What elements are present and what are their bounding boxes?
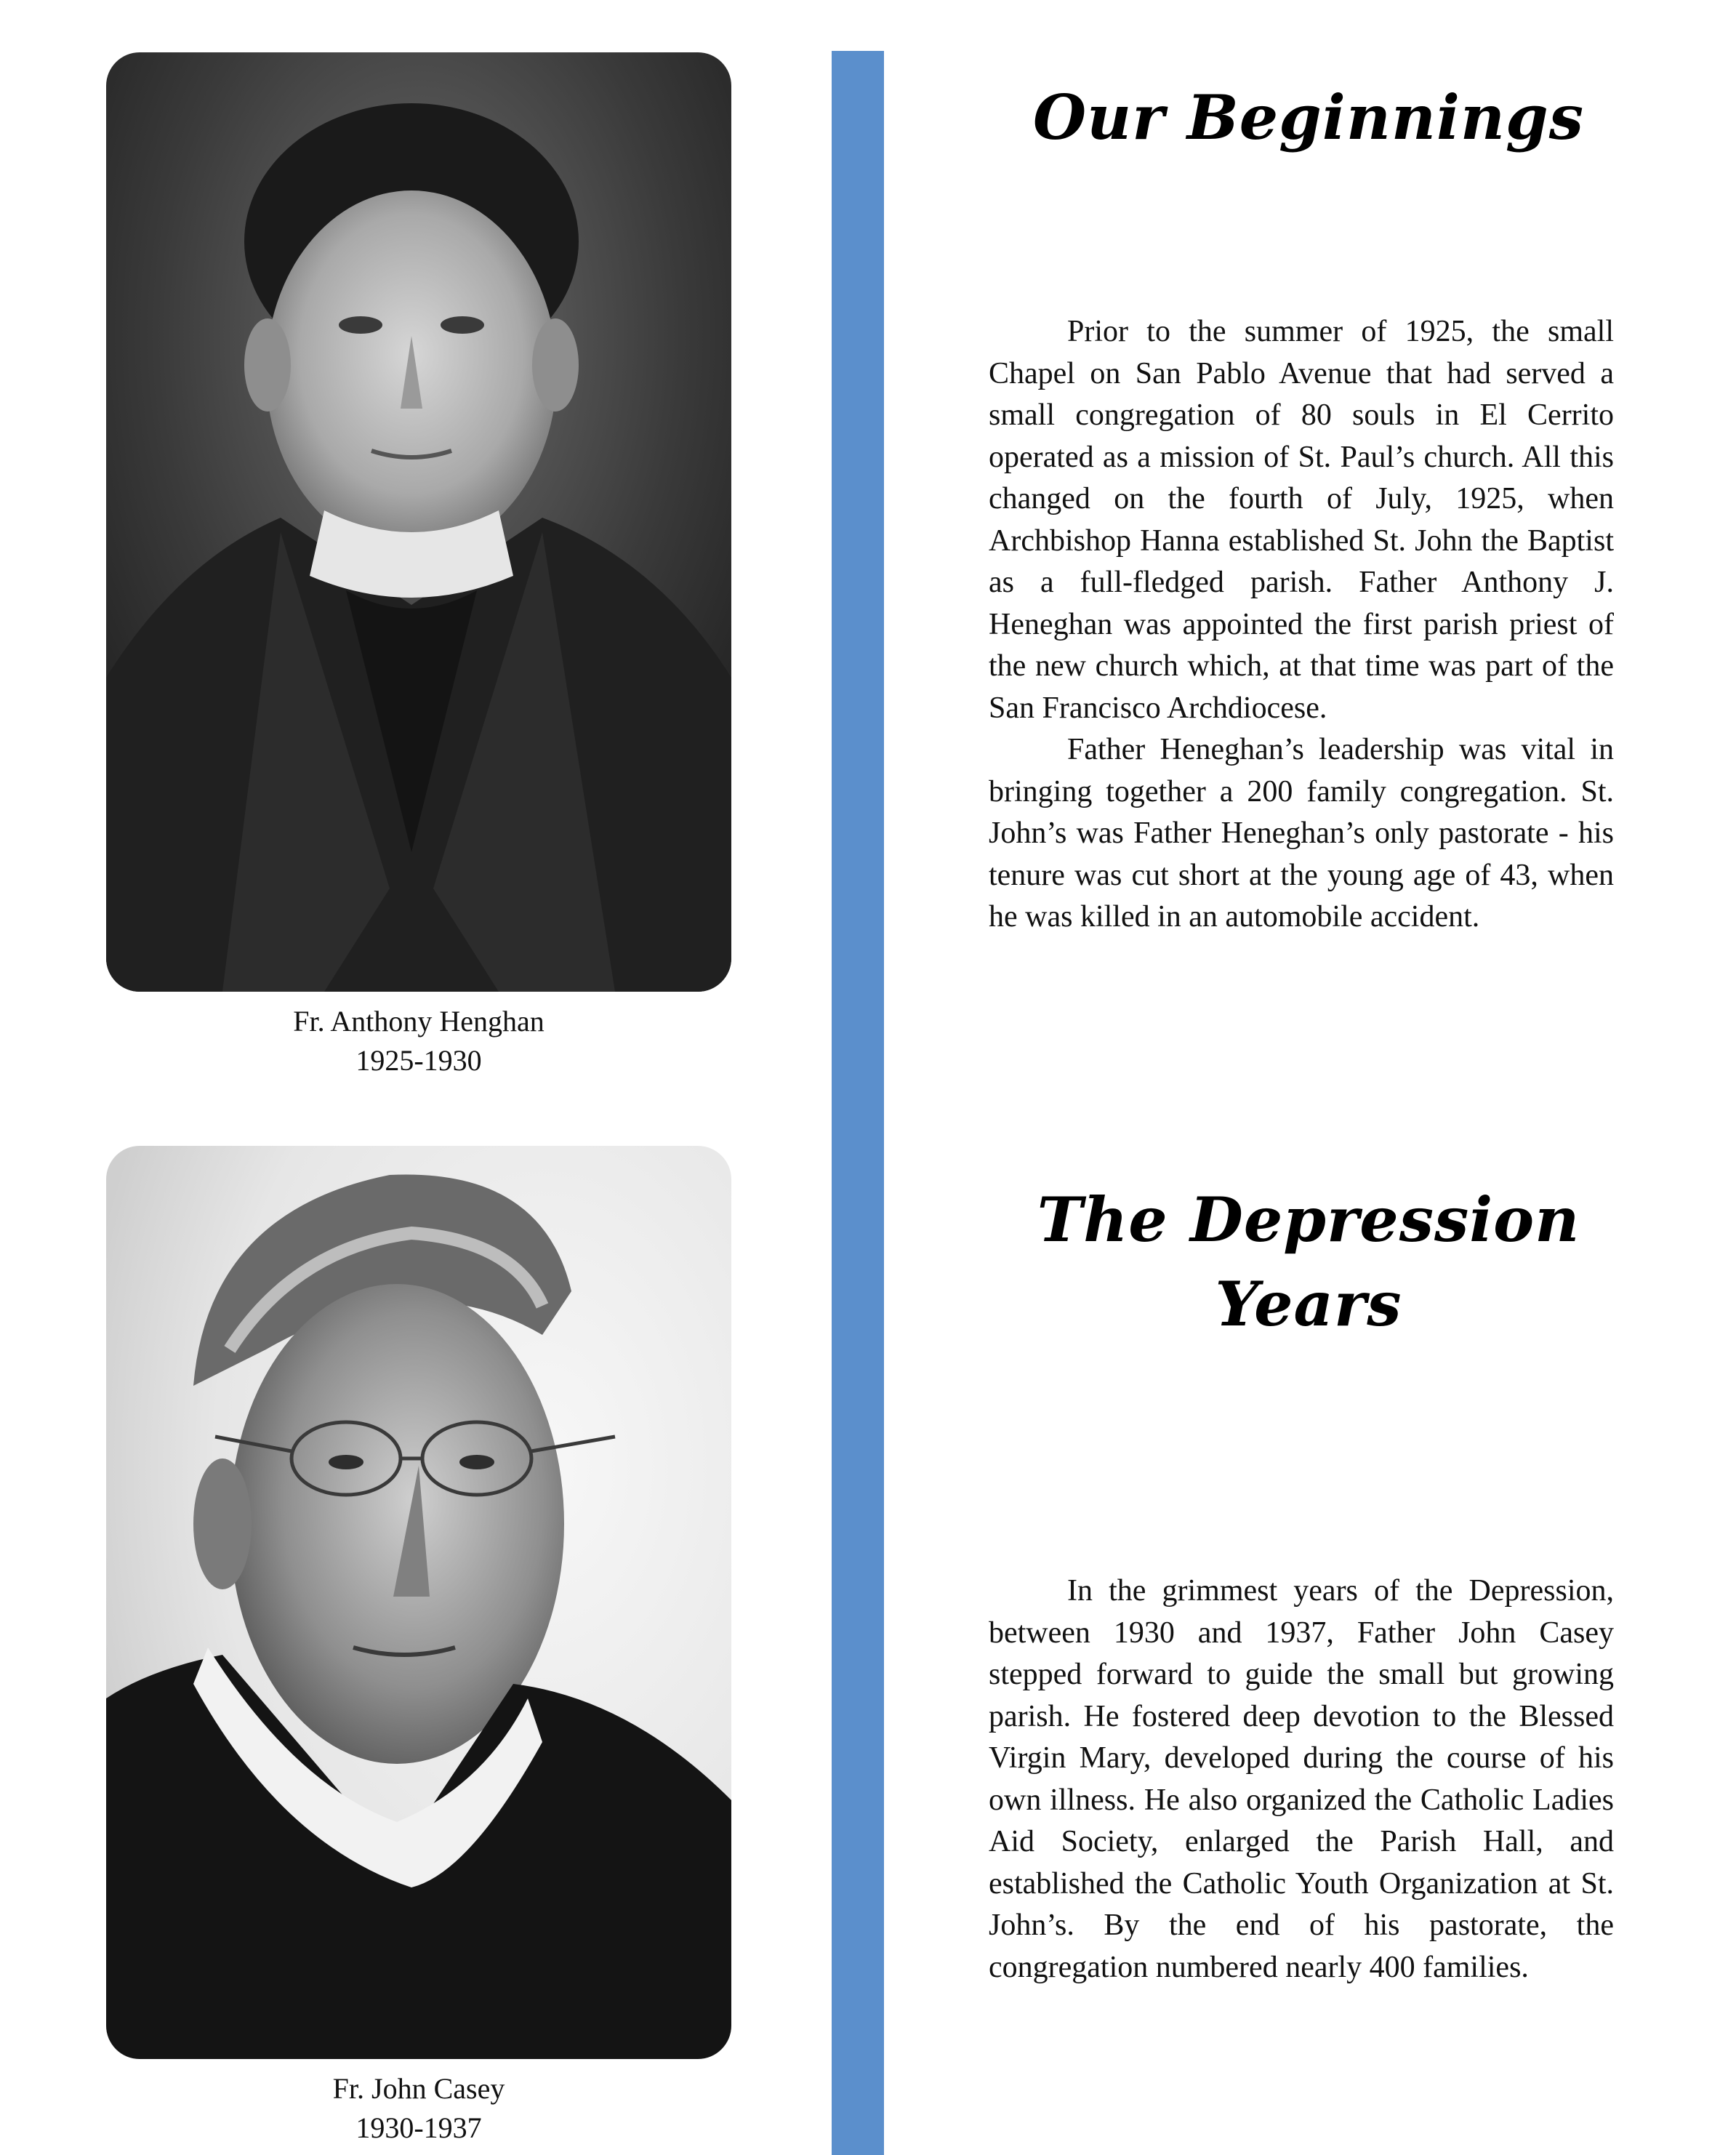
portrait-years: 1930-1937: [355, 2111, 482, 2144]
portrait-caption-casey: [106, 2069, 731, 2148]
accent-divider-bar: [832, 51, 884, 2155]
section-title-our-beginnings: Our Beginnings: [1033, 81, 1584, 153]
paragraph: In the grimmest years of the Depression, between 1930 and 1937, Father John Casey stepped forward to guide the small but growing parish. He fostered deep devotion to the Blessed Virgin Mary, developed during the course of his own illness. He also organized the Catholic Ladies Aid Society, enlarged the Parish Hall, and established the Catholic Youth Organization at St. John’s. By the end of his pastorate, the congregation numbered nearly 400 families.: [989, 1574, 1614, 1984]
portrait-photo-heneghan: [106, 52, 731, 992]
section-title-line: Years: [1215, 1268, 1402, 1340]
section-title-line: The Depression: [1037, 1184, 1580, 1256]
section-body-depression-years: [989, 1570, 1614, 1989]
portrait-photo-casey: [106, 1146, 731, 2059]
portrait-name: Fr. John Casey: [332, 2072, 505, 2105]
section-body-our-beginnings: [989, 311, 1614, 939]
portrait-name: Fr. Anthony Henghan: [293, 1005, 544, 1038]
paragraph: Prior to the summer of 1925, the small Chapel on San Pablo Avenue that had served a small congregation of 80 souls in El Cerrito operated as a mission of St. Paul’s church. All this changed on the fourth of July, 1925, when Archbishop Hanna established St. John the Baptist as a full-fledged parish. Father Anthony J. Heneghan was appointed the first parish priest of the new church which, at that time was part of the San Francisco Archdiocese.: [989, 315, 1614, 725]
section-title-depression-years: [945, 1178, 1672, 1347]
portrait-years: 1925-1930: [355, 1044, 482, 1077]
portrait-caption-heneghan: [106, 1002, 731, 1080]
paragraph: Father Heneghan’s leadership was vital in bringing together a 200 family congregation. St. John’s was Father Heneghan’s only pastorate - his tenure was cut short at the young age of 43, when he was killed in an automobile accident.: [989, 733, 1614, 934]
